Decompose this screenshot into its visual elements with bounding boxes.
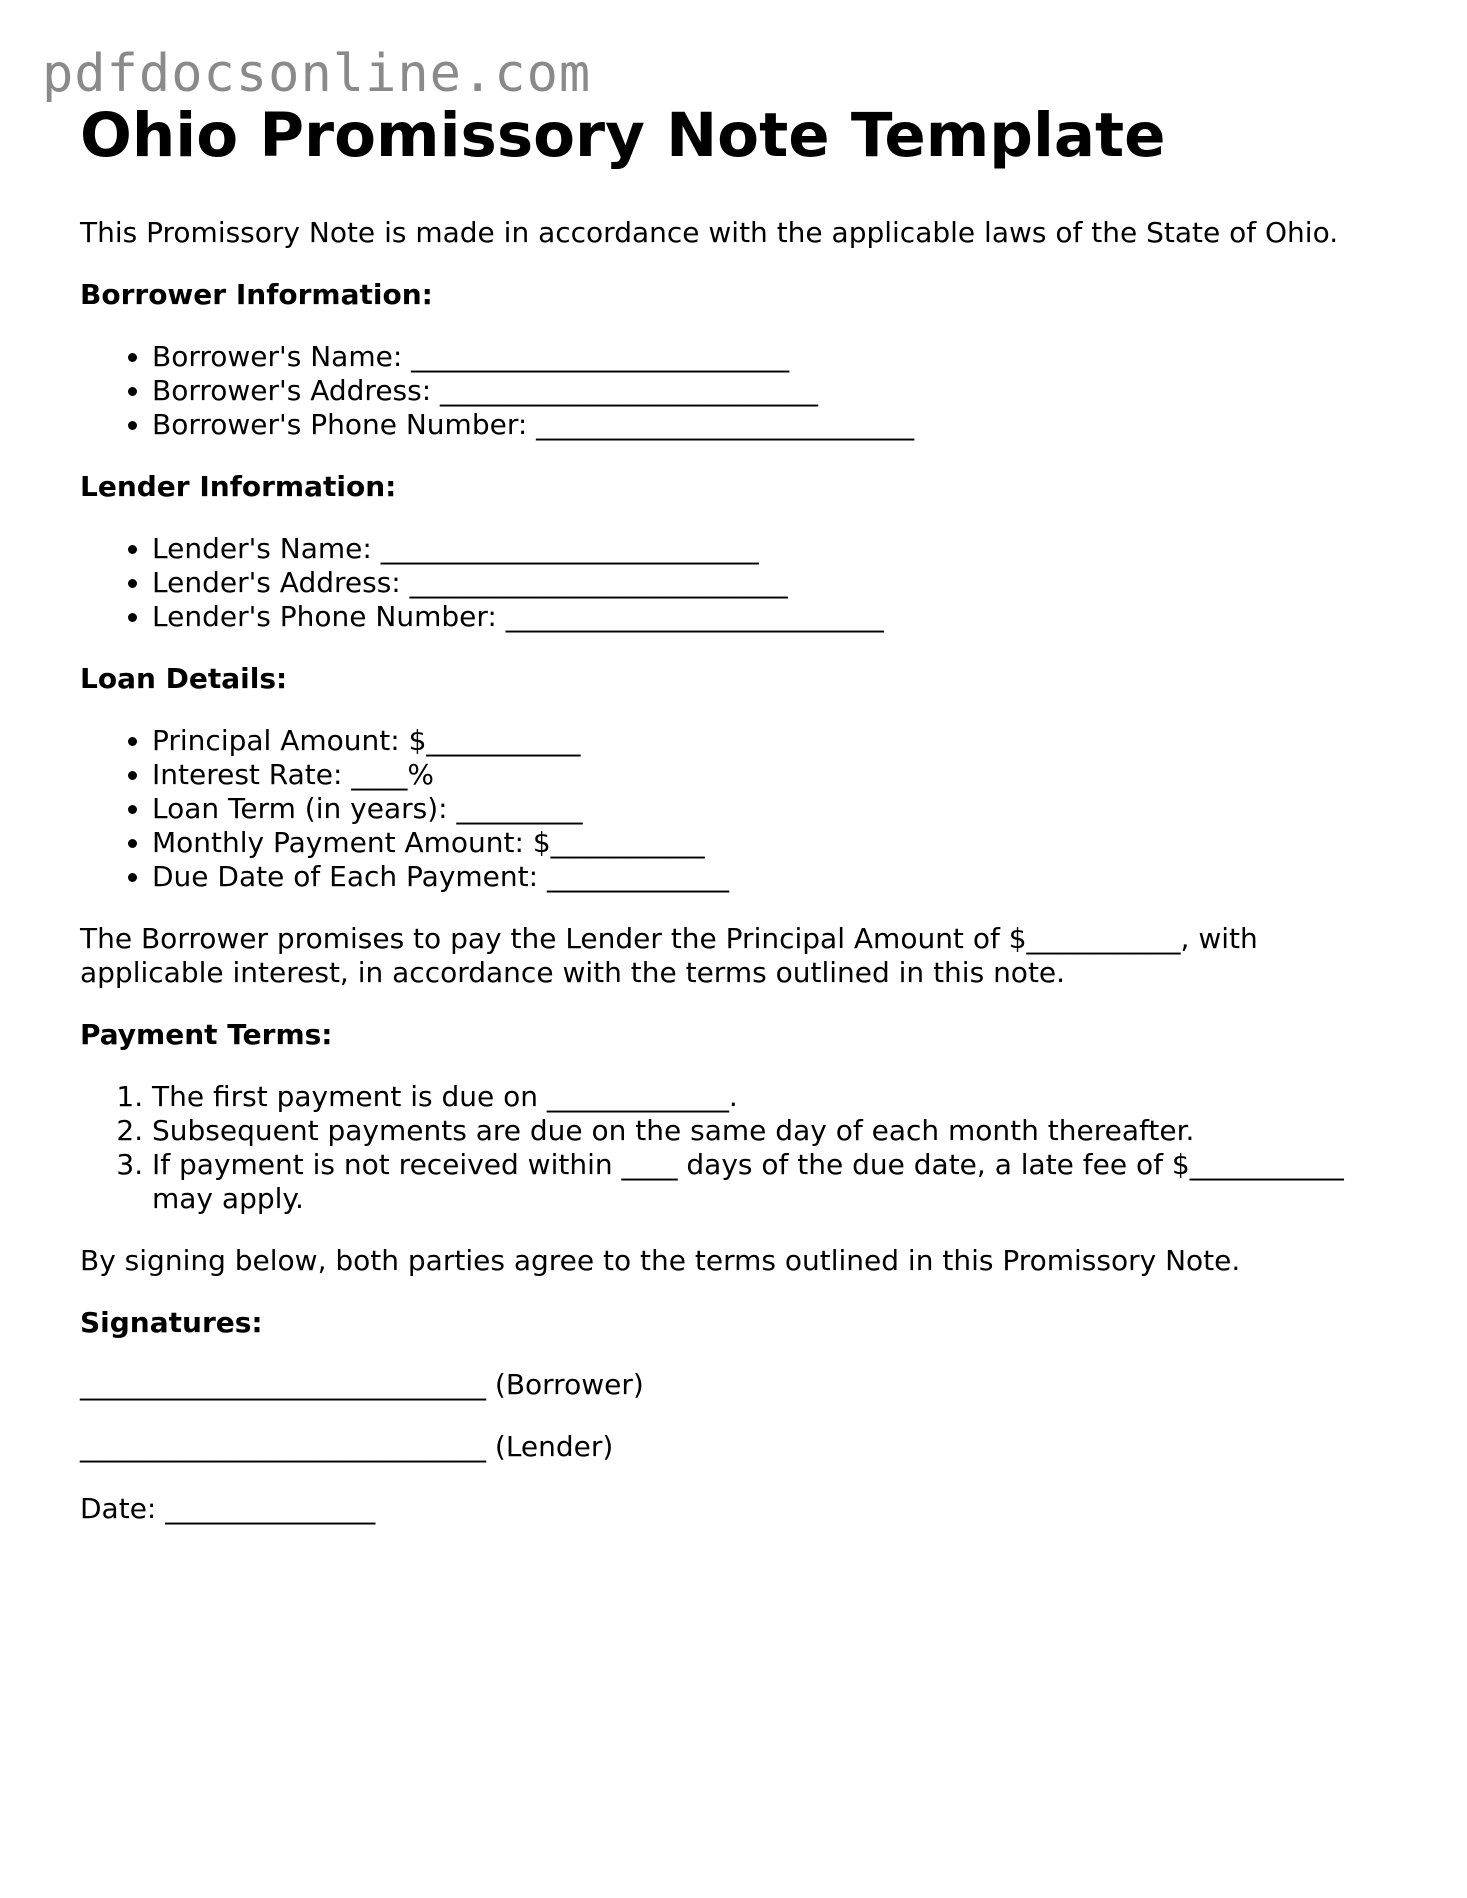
lender-list bbox=[80, 532, 1410, 634]
payment-terms-heading: Payment Terms: bbox=[80, 1018, 333, 1051]
borrower-signature-line: _____________________________ (Borrower) bbox=[80, 1368, 644, 1401]
document-page bbox=[80, 98, 1410, 1554]
payment-term-item: 1. The first payment is due on _____________. bbox=[152, 1080, 1410, 1114]
payment-terms-list bbox=[80, 1080, 1410, 1216]
borrower-phone-field: • Borrower's Phone Number: ___________________________ bbox=[152, 408, 1410, 442]
agreement-paragraph: By signing below, both parties agree to the terms outlined in this Promissory Note. bbox=[80, 1244, 1241, 1277]
monthly-payment-field: • Monthly Payment Amount: $___________ bbox=[152, 826, 1410, 860]
due-date-field: • Due Date of Each Payment: _____________ bbox=[152, 860, 1410, 894]
loan-section-heading: Loan Details: bbox=[80, 662, 288, 695]
page-title: Ohio Promissory Note Template bbox=[80, 100, 1166, 171]
borrower-name-field: • Borrower's Name: ___________________________ bbox=[152, 340, 1410, 374]
promise-paragraph: The Borrower promises to pay the Lender the Principal Amount of $___________, with applicable interest, in accordance with the terms outlined in this note. bbox=[80, 922, 1258, 989]
signatures-heading: Signatures: bbox=[80, 1306, 263, 1339]
principal-amount-field: • Principal Amount: $___________ bbox=[152, 724, 1410, 758]
payment-term-item: 3. If payment is not received within ____ days of the due date, a late fee of $___________ may apply. bbox=[152, 1148, 1410, 1216]
lender-name-field: • Lender's Name: ___________________________ bbox=[152, 532, 1410, 566]
loan-term-field: • Loan Term (in years): _________ bbox=[152, 792, 1410, 826]
interest-rate-field: • Interest Rate: ____% bbox=[152, 758, 1410, 792]
borrower-address-field: • Borrower's Address: ___________________________ bbox=[152, 374, 1410, 408]
lender-phone-field: • Lender's Phone Number: ___________________________ bbox=[152, 600, 1410, 634]
loan-details-list bbox=[80, 724, 1410, 894]
lender-section-heading: Lender Information: bbox=[80, 470, 397, 503]
watermark: pdfdocsonline.com bbox=[42, 44, 592, 104]
payment-term-item: 2. Subsequent payments are due on the same day of each month thereafter. bbox=[152, 1114, 1410, 1148]
lender-address-field: • Lender's Address: ___________________________ bbox=[152, 566, 1410, 600]
date-line: Date: _______________ bbox=[80, 1492, 376, 1525]
intro-paragraph: This Promissory Note is made in accordance with the applicable laws of the State of Ohio. bbox=[80, 216, 1339, 249]
borrower-section-heading: Borrower Information: bbox=[80, 278, 433, 311]
lender-signature-line: _____________________________ (Lender) bbox=[80, 1430, 614, 1463]
borrower-list bbox=[80, 340, 1410, 442]
